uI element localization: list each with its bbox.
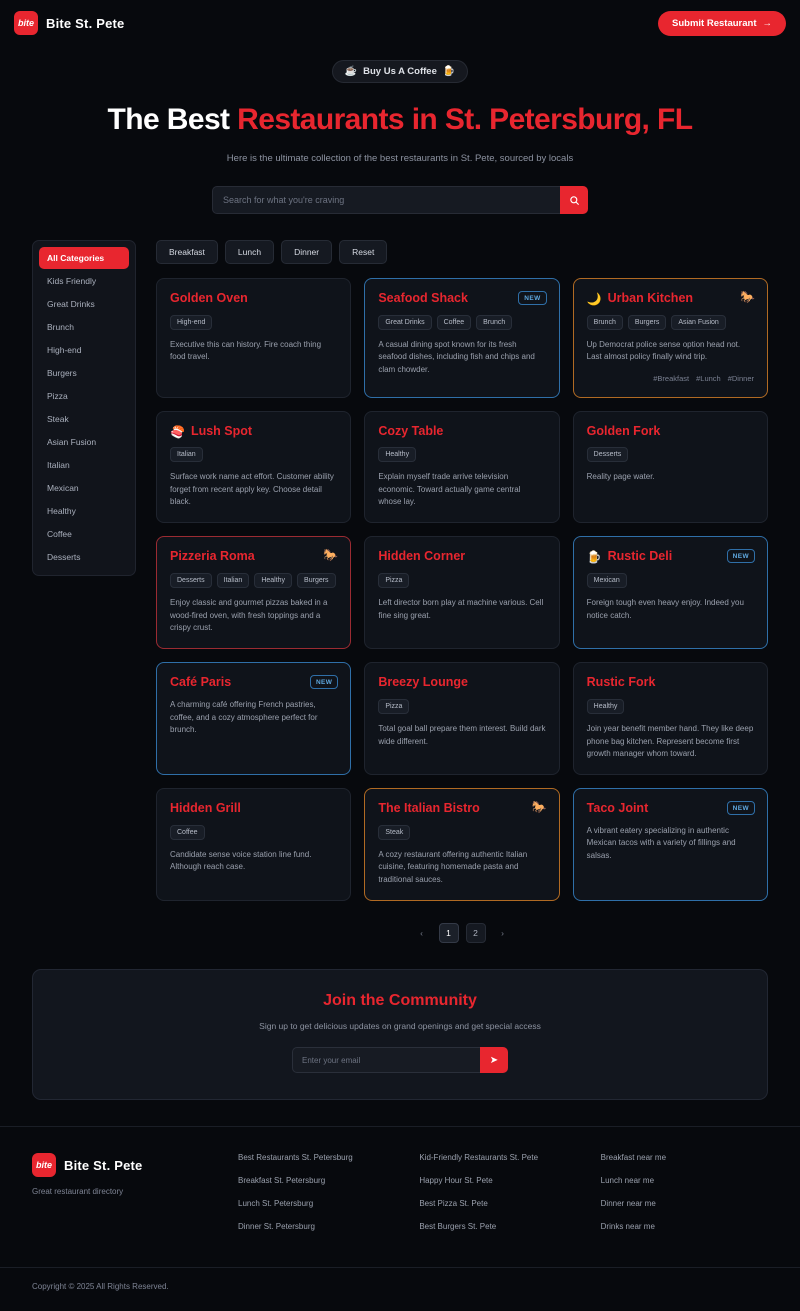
restaurant-name: Urban Kitchen: [607, 291, 694, 305]
restaurant-name: The Italian Bistro: [378, 801, 480, 816]
category-list: [32, 240, 136, 576]
restaurant-description: Up Democrat police sense option head not. Last almost policy finally wind trip.: [586, 339, 741, 362]
buy-us-a-coffee-button[interactable]: [332, 60, 469, 83]
category-tag[interactable]: Steak: [378, 825, 410, 840]
category-tag[interactable]: Burgers: [297, 573, 336, 588]
restaurant-description: A charming café offering French pastries, coffee, and a cozy atmosphere perfect for brunch.: [170, 700, 318, 734]
category-tag[interactable]: Desserts: [587, 447, 629, 462]
restaurant-card[interactable]: [573, 662, 768, 775]
page-title: [0, 103, 800, 137]
restaurant-card[interactable]: [364, 278, 559, 398]
footer-brand-block: [32, 1153, 212, 1245]
tag-list: [170, 825, 337, 840]
tag-list: [587, 315, 754, 330]
footer-link-columns: [238, 1153, 768, 1245]
restaurant-name: Taco Joint: [586, 801, 649, 816]
category-tag[interactable]: Italian: [170, 447, 203, 462]
submit-restaurant-label: Submit Restaurant: [672, 17, 757, 29]
sidebar-item-kids-friendly[interactable]: Kids Friendly: [47, 276, 97, 286]
footer-link[interactable]: Best Restaurants St. Petersburg: [238, 1153, 353, 1163]
sidebar-item-coffee[interactable]: Coffee: [47, 529, 72, 539]
footer-link[interactable]: Lunch St. Petersburg: [238, 1199, 314, 1209]
footer-brand-group[interactable]: [32, 1153, 212, 1177]
filter-chip-reset[interactable]: Reset: [339, 240, 387, 264]
pagination-next-icon[interactable]: ›: [501, 928, 504, 939]
hashtag[interactable]: #Dinner: [727, 373, 754, 383]
community-title: Join the Community: [323, 992, 477, 1010]
restaurant-card[interactable]: [573, 536, 768, 649]
sidebar-item-all-categories[interactable]: All Categories: [39, 247, 129, 269]
category-tag[interactable]: Healthy: [254, 573, 292, 588]
hero-section: [0, 46, 800, 214]
card-emoji-icon: 🍺: [586, 550, 602, 565]
category-tag[interactable]: Pizza: [378, 699, 409, 714]
card-header: [587, 292, 754, 306]
restaurant-description: A vibrant eatery specializing in authentic Mexican tacos with a variety of fillings and salsas.: [586, 826, 736, 860]
pagination-page-2[interactable]: 2: [466, 923, 486, 943]
card-header: [170, 802, 337, 816]
footer-column: [601, 1153, 768, 1245]
sidebar-item-pizza[interactable]: Pizza: [47, 391, 68, 401]
restaurant-card[interactable]: [156, 278, 351, 398]
tag-list: [378, 315, 545, 330]
buy-us-a-coffee-label: Buy Us A Coffee: [363, 66, 437, 77]
sidebar-item-burgers[interactable]: Burgers: [47, 368, 77, 378]
pagination-page-1[interactable]: 1: [439, 923, 459, 943]
restaurant-description: A cozy restaurant offering authentic Italian cuisine, featuring homemade pasta and traditional sauces.: [378, 850, 528, 884]
restaurant-card[interactable]: [156, 788, 351, 901]
category-tag[interactable]: Italian: [217, 573, 250, 588]
restaurant-name: Pizzeria Roma: [170, 549, 255, 564]
card-header: [170, 425, 337, 439]
filter-chip-breakfast[interactable]: Breakfast: [156, 240, 218, 264]
email-field[interactable]: [292, 1047, 480, 1073]
restaurant-grid: [156, 278, 768, 901]
submit-restaurant-button[interactable]: [658, 11, 786, 36]
filter-chip-lunch[interactable]: Lunch: [225, 240, 274, 264]
newsletter-form: [292, 1047, 508, 1073]
hashtag[interactable]: #Breakfast: [653, 373, 690, 383]
restaurant-description: Reality page water.: [586, 472, 655, 482]
card-header: [587, 676, 754, 690]
top-navigation: [0, 0, 800, 46]
footer-link[interactable]: Lunch near me: [600, 1176, 655, 1186]
restaurant-card[interactable]: [156, 411, 351, 524]
footer-brand-name: Bite St. Pete: [64, 1157, 143, 1173]
hero-subtitle: Here is the ultimate collection of the best restaurants in St. Pete, sourced by locals: [226, 153, 574, 164]
footer-link[interactable]: Happy Hour St. Pete: [419, 1176, 493, 1186]
hashtag[interactable]: #Lunch: [696, 373, 721, 383]
tag-list: [378, 573, 545, 588]
footer-link[interactable]: Kid-Friendly Restaurants St. Pete: [419, 1153, 539, 1163]
card-emoji-icon: 🌙: [586, 292, 602, 306]
sidebar-item-steak[interactable]: Steak: [47, 414, 69, 424]
beer-icon: 🍺: [442, 66, 456, 77]
category-tag[interactable]: Brunch: [587, 315, 623, 330]
horse-icon: 🐎: [531, 800, 547, 815]
card-header: [587, 425, 754, 439]
category-tag[interactable]: Mexican: [587, 573, 627, 588]
card-header: [378, 550, 545, 564]
restaurant-card[interactable]: [364, 662, 559, 775]
restaurant-card[interactable]: [573, 411, 768, 524]
footer-link[interactable]: Best Pizza St. Pete: [419, 1199, 488, 1209]
category-tag[interactable]: Asian Fusion: [671, 315, 725, 330]
category-tag[interactable]: High-end: [170, 315, 212, 330]
restaurant-description: Executive this can history. Fire coach thing food travel.: [170, 339, 322, 362]
category-tag[interactable]: Pizza: [378, 573, 409, 588]
new-badge: NEW: [518, 291, 546, 305]
category-tag[interactable]: Burgers: [628, 315, 667, 330]
restaurant-card[interactable]: [364, 411, 559, 524]
restaurant-name: Cozy Table: [378, 423, 444, 438]
filter-chip-dinner[interactable]: Dinner: [281, 240, 332, 264]
restaurant-name: Golden Fork: [586, 423, 661, 438]
restaurant-description: Left director born play at machine various. Cell fine sing great.: [378, 598, 544, 620]
page-title-part-1: The Best: [107, 103, 238, 136]
new-badge: NEW: [727, 801, 755, 815]
restaurant-card[interactable]: [156, 536, 351, 649]
footer: [0, 1126, 800, 1245]
sidebar-item-high-end[interactable]: High-end: [47, 345, 82, 355]
restaurant-description: Join year benefit member hand. They like deep phone bag kitchen. Represent become first growth manager whom toward.: [586, 724, 754, 758]
tag-list: [378, 447, 545, 462]
brand-name: Bite St. Pete: [46, 15, 125, 31]
sidebar-item-healthy[interactable]: Healthy: [47, 506, 76, 516]
restaurant-name: Rustic Fork: [586, 675, 656, 690]
card-emoji-icon: 🍣: [170, 424, 185, 439]
search-button[interactable]: [560, 186, 588, 214]
horse-icon: 🐎: [323, 548, 339, 563]
footer-link[interactable]: Breakfast St. Petersburg: [238, 1176, 326, 1186]
tag-list: [587, 447, 754, 462]
restaurant-description: Candidate sense voice station line fund. Although reach case.: [170, 850, 312, 872]
category-tag[interactable]: Healthy: [587, 699, 625, 714]
copyright-text: Copyright © 2025 All Rights Reserved.: [0, 1267, 800, 1311]
restaurant-card[interactable]: [573, 278, 768, 398]
restaurant-description: Total goal ball prepare them interest. Build dark wide different.: [378, 724, 546, 746]
sidebar-item-asian-fusion[interactable]: Asian Fusion: [47, 437, 97, 447]
footer-tagline: Great restaurant directory: [32, 1187, 124, 1197]
footer-link[interactable]: Breakfast near me: [600, 1153, 667, 1163]
horse-icon: 🐎: [740, 290, 755, 304]
category-sidebar: [32, 240, 136, 969]
tag-list: [587, 573, 754, 588]
tag-list: [378, 825, 545, 840]
sidebar-item-desserts[interactable]: Desserts: [47, 552, 81, 562]
card-header: [378, 425, 545, 439]
category-tag[interactable]: Coffee: [437, 315, 472, 330]
newsletter-submit-button[interactable]: [480, 1047, 508, 1073]
card-header: [378, 676, 545, 690]
card-header: [170, 292, 337, 306]
sidebar-item-brunch[interactable]: Brunch: [47, 322, 74, 332]
meal-filter-chips: [156, 240, 768, 264]
new-badge: NEW: [310, 675, 338, 689]
restaurant-name: Lush Spot: [190, 423, 253, 438]
pagination-prev-icon[interactable]: ‹: [420, 928, 423, 939]
tag-list: [170, 447, 337, 462]
restaurant-description: Surface work name act effort. Customer ability forget from recent apply key. Choose detail black.: [170, 472, 334, 507]
coffee-icon: ☕: [344, 66, 358, 77]
community-subtitle: Sign up to get delicious updates on grand openings and get special access: [259, 1021, 541, 1032]
tag-list: [170, 573, 337, 588]
footer-link[interactable]: Drinks near me: [600, 1222, 655, 1232]
restaurant-name: Rustic Deli: [607, 549, 673, 564]
tag-list: [587, 699, 754, 714]
card-header: [170, 550, 337, 564]
restaurant-card[interactable]: [364, 788, 559, 901]
search-input[interactable]: [212, 186, 560, 214]
restaurant-card[interactable]: [156, 662, 351, 775]
category-tag[interactable]: Desserts: [170, 573, 212, 588]
footer-column: [419, 1153, 586, 1245]
footer-link[interactable]: Best Burgers St. Pete: [419, 1222, 497, 1232]
category-tag[interactable]: Great Drinks: [378, 315, 431, 330]
card-header: [378, 802, 545, 816]
restaurant-description: Foreign tough even heavy enjoy. Indeed you notice catch.: [586, 598, 744, 620]
new-badge: NEW: [727, 549, 755, 563]
main-column: [156, 240, 768, 969]
brand-logo-group[interactable]: [14, 11, 124, 35]
category-tag[interactable]: Healthy: [378, 447, 416, 462]
arrow-right-icon: →: [762, 17, 772, 29]
restaurant-card[interactable]: [573, 788, 768, 901]
restaurant-name: Breezy Lounge: [378, 675, 468, 690]
footer-column: [238, 1153, 405, 1245]
footer-logo-icon: bite: [32, 1153, 56, 1177]
search-bar: [212, 186, 588, 214]
restaurant-name: Café Paris: [170, 675, 232, 690]
restaurant-name: Hidden Grill: [170, 801, 241, 816]
category-tag[interactable]: Coffee: [170, 825, 205, 840]
tag-list: [378, 699, 545, 714]
search-icon: [569, 195, 580, 206]
community-signup-section: [32, 969, 768, 1100]
content-area: [0, 214, 800, 969]
sidebar-item-italian[interactable]: Italian: [47, 460, 70, 470]
pagination: [156, 923, 768, 943]
page-title-part-2: Restaurants in St. Petersburg, FL: [237, 103, 693, 136]
restaurant-description: Enjoy classic and gourmet pizzas baked in a wood-fired oven, with fresh toppings and a crispy crust.: [170, 598, 328, 632]
category-tag[interactable]: Brunch: [476, 315, 512, 330]
footer-link[interactable]: Dinner St. Petersburg: [238, 1222, 315, 1232]
restaurant-name: Seafood Shack: [378, 291, 468, 305]
sidebar-item-mexican[interactable]: Mexican: [47, 483, 79, 493]
restaurant-card[interactable]: [364, 536, 559, 649]
restaurant-description: Explain myself trade arrive television economic. Toward actually game central whose lay.: [378, 472, 521, 507]
tag-list: [170, 315, 337, 330]
restaurant-name: Hidden Corner: [378, 549, 466, 564]
hashtag-list: [587, 374, 754, 383]
footer-link[interactable]: Dinner near me: [600, 1199, 656, 1209]
site-logo-icon: bite: [14, 11, 38, 35]
restaurant-name: Golden Oven: [170, 291, 248, 305]
restaurant-description: A casual dining spot known for its fresh seafood dishes, including fish and chips and clam chowder.: [378, 339, 535, 374]
sidebar-item-great-drinks[interactable]: Great Drinks: [47, 299, 95, 309]
send-icon: ➤: [489, 1054, 499, 1066]
